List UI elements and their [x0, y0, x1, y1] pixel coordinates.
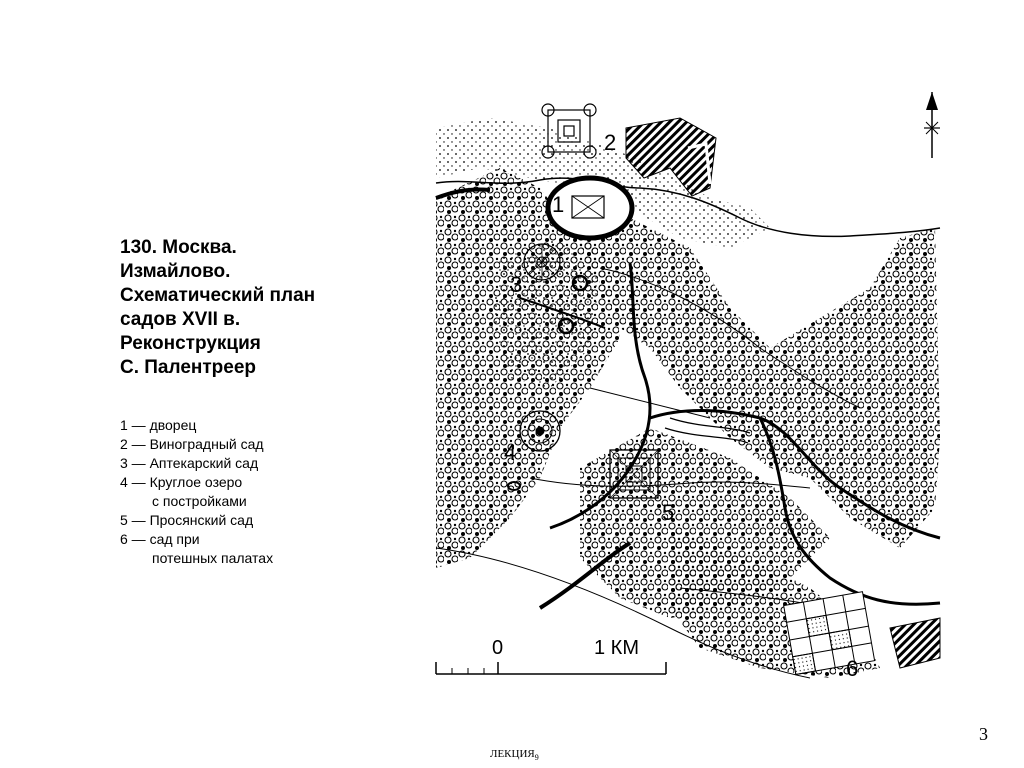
map-label-2: 2: [604, 130, 617, 155]
footer-text: ЛЕКЦИЯ: [490, 748, 535, 760]
legend-item-palace: 1 — дворец: [120, 417, 197, 433]
legend-item-vineyard: 2 — Виноградный сад: [120, 436, 264, 452]
footer-sub: 9: [534, 753, 539, 763]
legend-item-round-lake: 4 — Круглое озеро: [120, 474, 243, 490]
map-legend: [120, 416, 420, 568]
legend-item-poteshny-cont: потешных палатах: [152, 550, 274, 566]
map-label-5: 5: [662, 500, 675, 525]
page-number: 3: [979, 724, 988, 744]
legend-item-apothecary: 3 — Аптекарский сад: [120, 455, 259, 471]
title-line: 130. Москва.: [120, 237, 237, 258]
title-line: Схематический план: [120, 285, 316, 306]
legend-item-poteshny: 6 — сад при: [120, 531, 200, 547]
scale-label-zero: 0: [492, 637, 504, 659]
map-label-3: 3: [510, 272, 523, 297]
map-label-4: 4: [504, 440, 517, 465]
title-line: садов XVII в.: [120, 309, 241, 330]
title-line: Реконструкция: [120, 333, 261, 354]
legend-item-round-lake-cont: с постройками: [152, 493, 247, 509]
footer-label: [490, 748, 539, 762]
scale-label-km: 1 КМ: [594, 637, 639, 659]
garden-plan-map: [430, 88, 946, 688]
north-arrow-icon: [924, 92, 940, 158]
legend-item-prosyansky: 5 — Просянский сад: [120, 512, 254, 528]
caption-title: [120, 236, 420, 380]
title-line: С. Палентреер: [120, 357, 257, 378]
map-label-6: 6: [846, 656, 859, 681]
title-line: Измайлово.: [120, 261, 231, 282]
map-label-1: 1: [552, 192, 565, 217]
